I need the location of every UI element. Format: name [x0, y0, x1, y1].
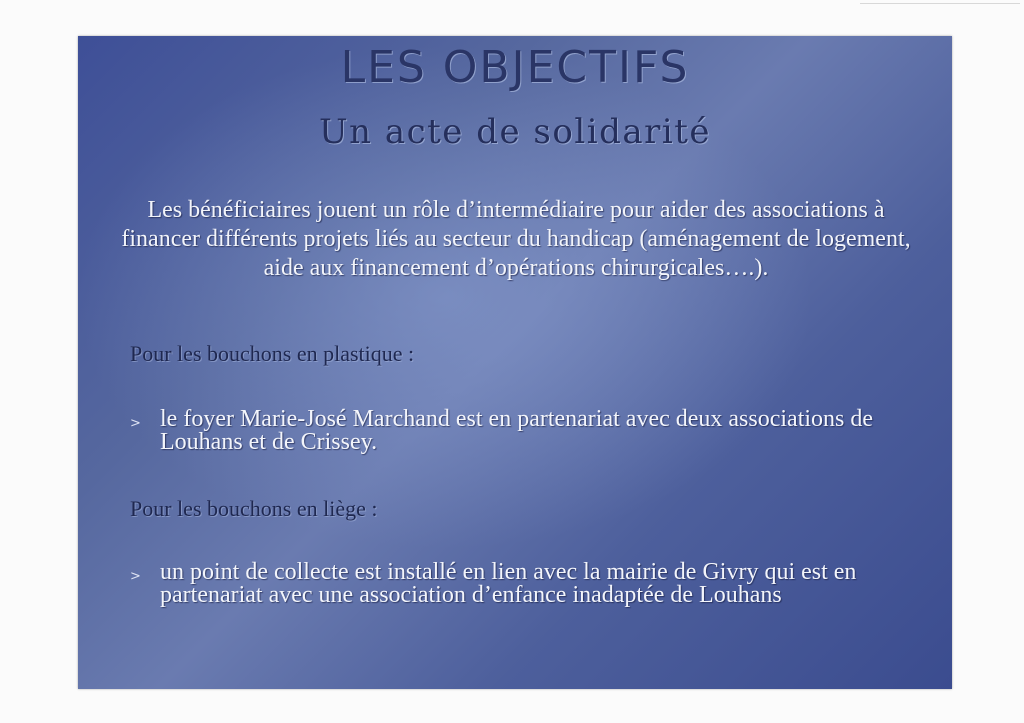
slide-subtitle: Un acte de solidarité — [318, 112, 712, 152]
bullet-text: un point de collecte est installé en lien avec la mairie de Givry qui est en partenariat avec une association d’enfance inadaptée de Louhans — [160, 559, 857, 608]
page-edge-line — [860, 3, 1020, 4]
bullet-item-plastic — [130, 408, 920, 454]
arrow-icon: > — [130, 569, 141, 584]
bullet-text: le foyer Marie-José Marchand est en partenariat avec deux associations de Louhans et de Crissey. — [160, 406, 874, 455]
slide-title: LES OBJECTIFS — [340, 42, 690, 93]
section-heading-plastic: Pour les bouchons en plastique : — [130, 341, 415, 366]
bullet-item-cork — [130, 561, 920, 607]
slide — [78, 36, 952, 689]
arrow-icon: > — [130, 416, 141, 431]
intro-paragraph: Les bénéficiaires jouent un rôle d’intermédiaire pour aider des associations à financer différents projets liés au secteur du handicap (aménagement de logement, aide aux financement d’opérations chirurgicales….). — [121, 197, 911, 281]
section-heading-cork: Pour les bouchons en liège : — [130, 496, 378, 521]
